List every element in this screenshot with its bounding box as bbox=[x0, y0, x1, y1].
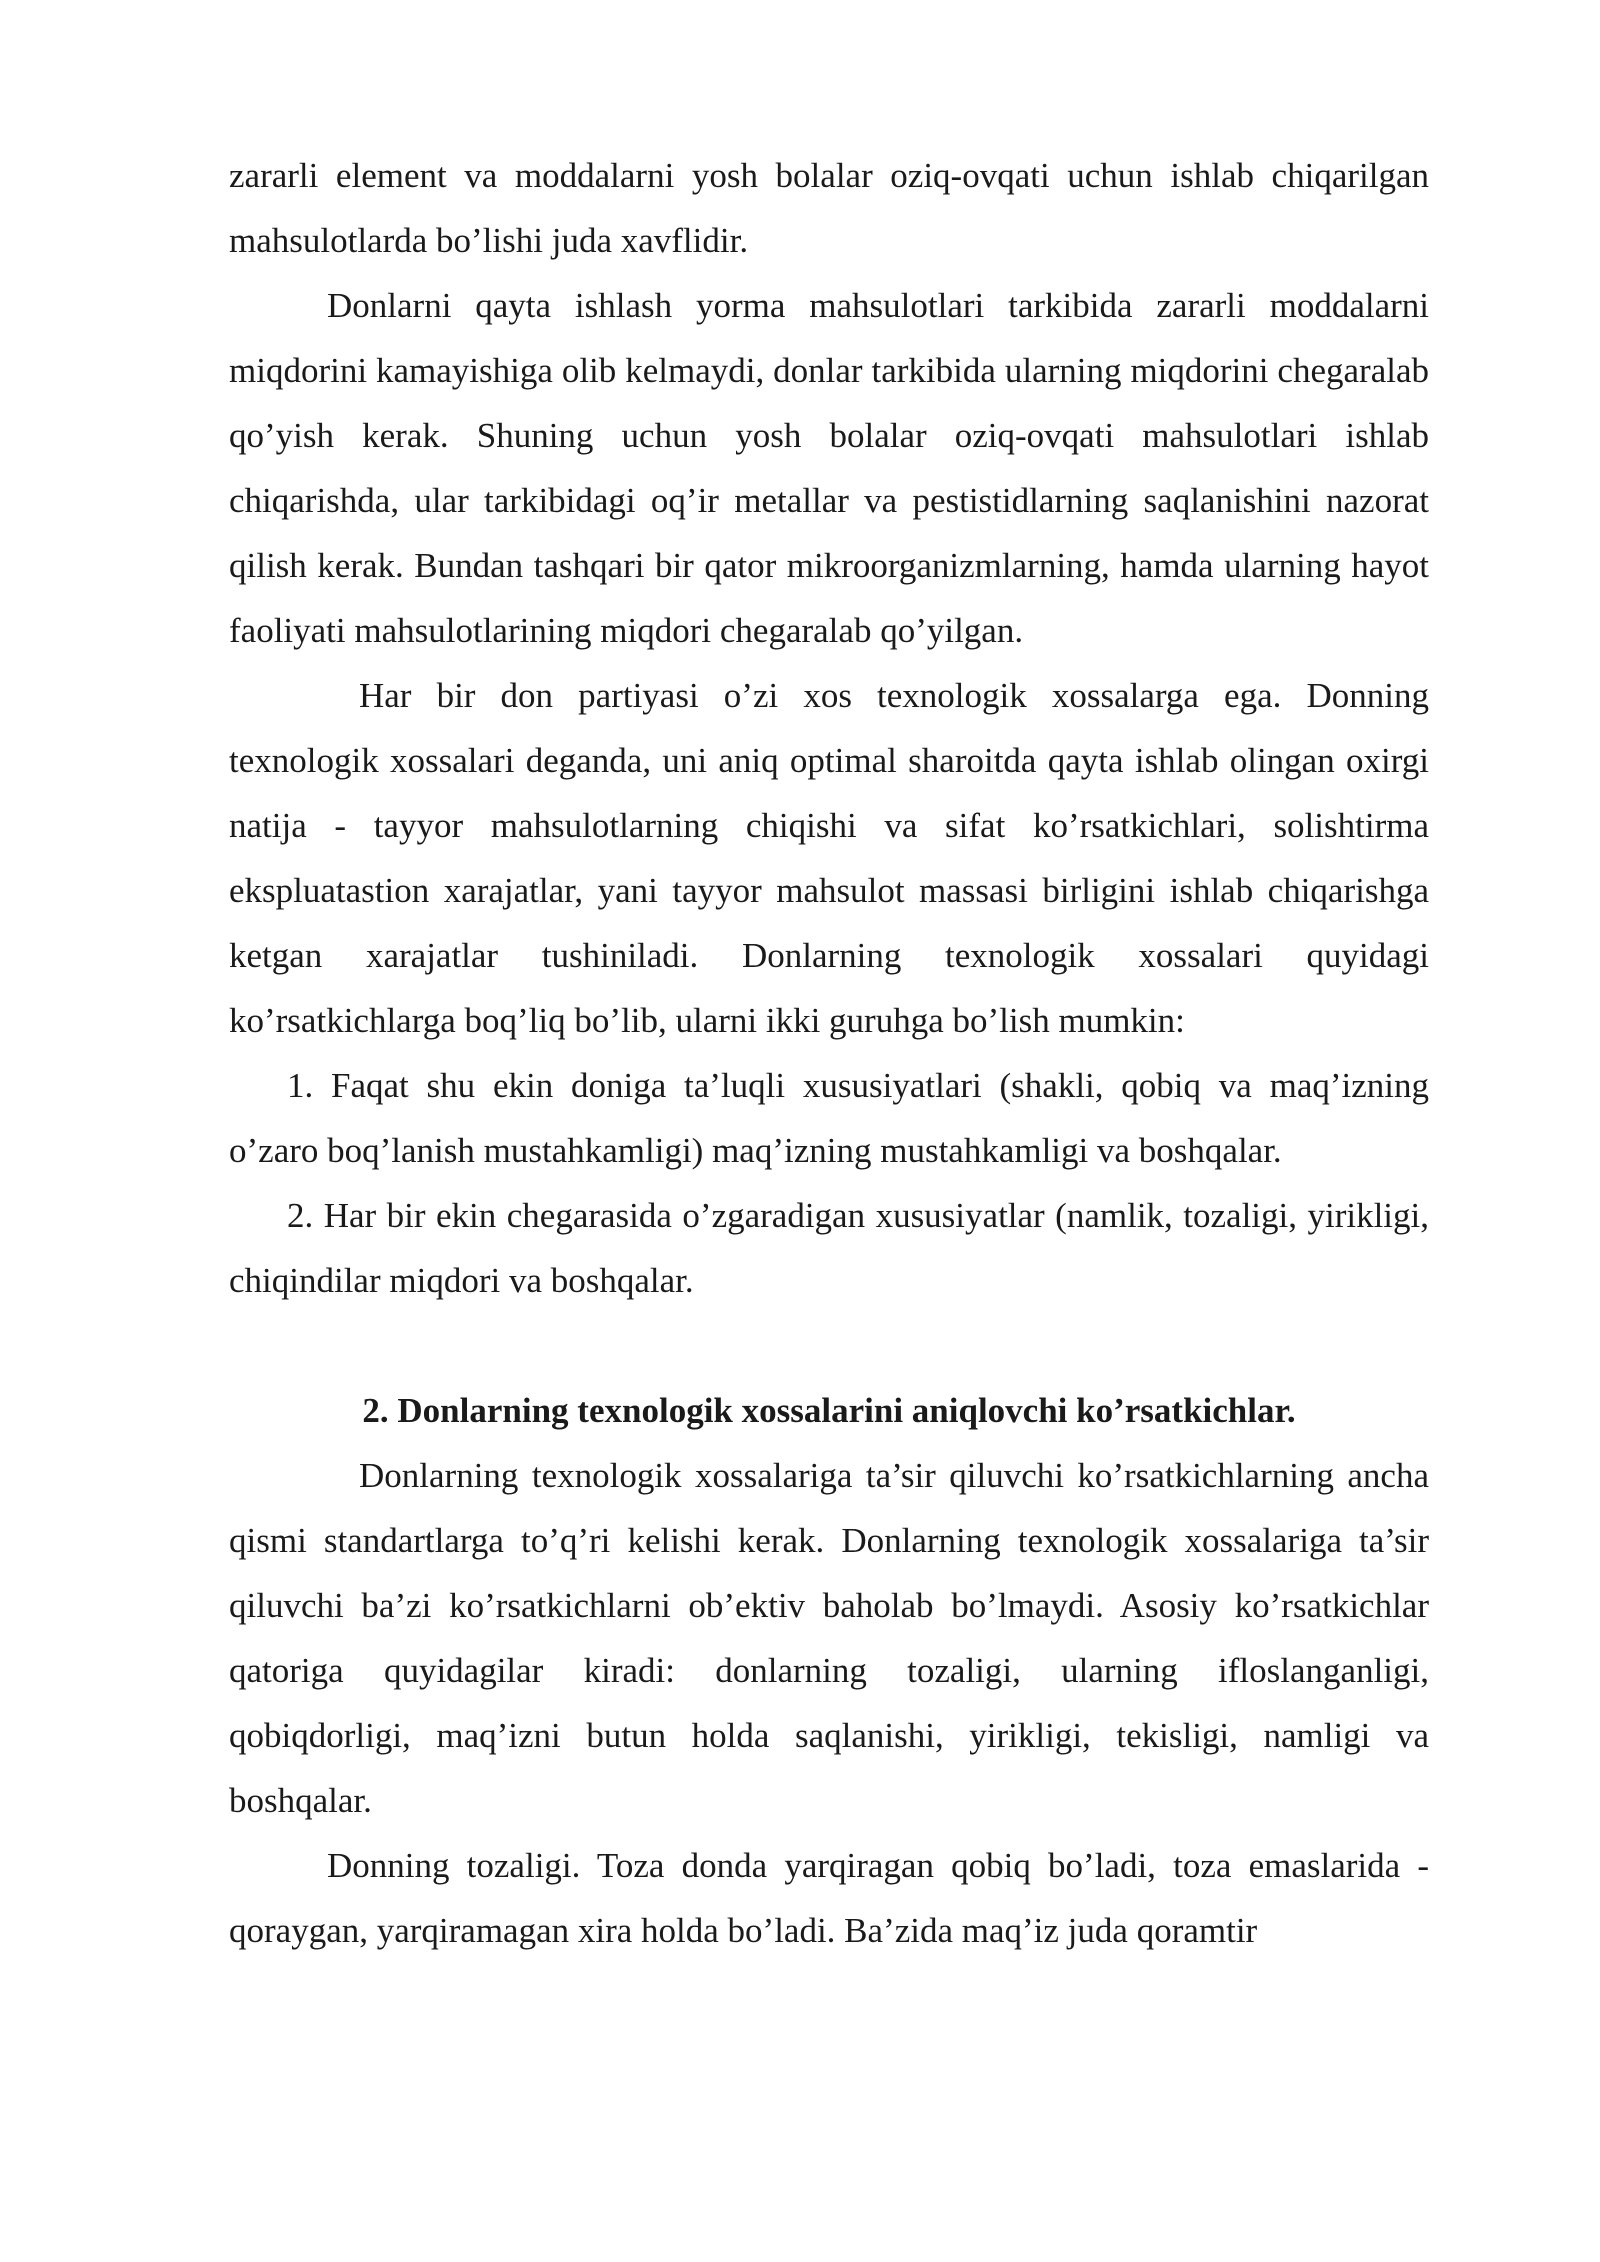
list-item-2: 2. Har bir ekin chegarasida o’zgaradigan xususiyatlar (namlik, tozaligi, yirikligi, chiqindilar miqdori va boshqalar. bbox=[229, 1196, 1429, 1300]
list-item-1: 1. Faqat shu ekin doniga ta’luqli xususiyatlari (shakli, qobiq va maq’izning o’zaro boq’lanish mustahkamligi) maq’izning mustahkamligi va boshqalar. bbox=[229, 1066, 1429, 1170]
paragraph-technological-properties: Har bir don partiyasi o’zi xos texnologik xossalarga ega. Donning texnologik xossalari deganda, uni aniq optimal sharoitda qayta ishlab olingan oxirgi natija - tayyor mahsulotlarning chiqishi va sifat ko’rsatkichlari, solishtirma ekspluatastion xarajatlar, yani tayyor mahsulot massasi birligini ishlab chiqarishga ketgan xarajatlar tushiniladi. Donlarning texnologik xossalari quyidagi ko’rsatkichlarga boq’liq bo’lib, ularni ikki guruhga bo’lish mumkin: bbox=[229, 676, 1429, 1040]
paragraph-continuation: zararli element va moddalarni yosh bolalar oziq-ovqati uchun ishlab chiqarilgan mahsulotlarda bo’lishi juda xavflidir. bbox=[229, 156, 1429, 260]
document-page bbox=[229, 143, 1429, 1963]
paragraph-indicators: Donlarning texnologik xossalariga ta’sir qiluvchi ko’rsatkichlarning ancha qismi standartlarga to’q’ri kelishi kerak. Donlarning texnologik xossalariga ta’sir qiluvchi ba’zi ko’rsatkichlarni ob’ektiv baholab bo’lmaydi. Asosiy ko’rsatkichlar qatoriga quyidagilar kiradi: donlarning tozaligi, ularning ifloslanganligi, qobiqdorligi, maq’izni butun holda saqlanishi, yirikligi, tekisligi, namligi va boshqalar. bbox=[229, 1456, 1429, 1820]
paragraph-grain-purity: Donning tozaligi. Toza donda yarqiragan qobiq bo’ladi, toza emaslarida - qoraygan, yarqiramagan xira holda bo’ladi. Ba’zida maq’iz juda qoramtir bbox=[229, 1846, 1429, 1950]
section-heading: 2. Donlarning texnologik xossalarini aniqlovchi ko’rsatkichlar. bbox=[362, 1391, 1296, 1430]
paragraph-grain-processing: Donlarni qayta ishlash yorma mahsulotlari tarkibida zararli moddalarni miqdorini kamayishiga olib kelmaydi, donlar tarkibida ularning miqdorini chegaralab qo’yish kerak. Shuning uchun yosh bolalar oziq-ovqati mahsulotlari ishlab chiqarishda, ular tarkibidagi oq’ir metallar va pestistidlarning saqlanishini nazorat qilish kerak. Bundan tashqari bir qator mikroorganizmlarning, hamda ularning hayot faoliyati mahsulotlarining miqdori chegaralab qo’yilgan. bbox=[229, 286, 1429, 650]
